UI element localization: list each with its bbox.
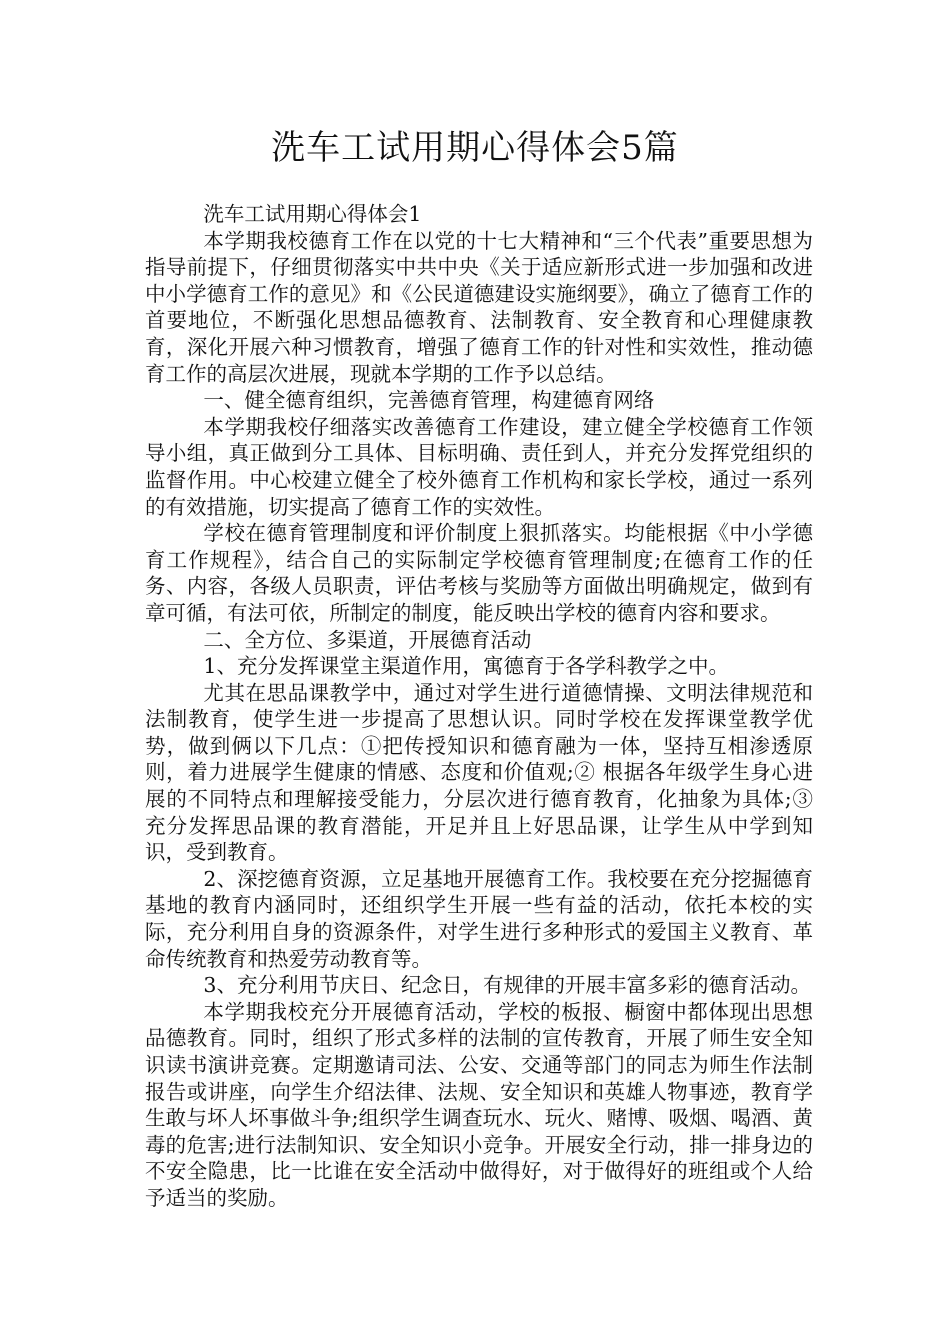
section-title: 洗车工试用期心得体会1 bbox=[203, 202, 422, 226]
paragraph-activities: 本学期我校充分开展德育活动，学校的板报、橱窗中都体现出思想品德教育。同时，组织了形式多样的法制的宣传教育，开展了师生安全知识读书演讲竞赛。定期邀请司法、公安、交通等部门的同志为师生作法制报告或讲座，向学生介绍法律、法规、安全知识和英雄人物事迹，教育学生敢与坏人坏事做斗争;组织学生调查玩水、玩火、赌博、吸烟、喝酒、黄毒的危害;进行法制知识、安全知识小竞争。开展安全行动，排一排身边的不安全隐患，比一比谁在安全活动中做得好，对于做得好的班组或个人给予适当的奖励。 bbox=[145, 999, 813, 1210]
paragraph-festivals: 3、充分利用节庆日、纪念日，有规律的开展丰富多彩的德育活动。 bbox=[203, 973, 811, 998]
paragraph-organization: 本学期我校仔细落实改善德育工作建设，建立健全学校德育工作领导小组，真正做到分工具体、目标明确、责任到人，并充分发挥党组织的监督作用。中心校建立健全了校外德育工作机构和家长学校，通过一系列的有效措施，切实提高了德育工作的实效性。 bbox=[145, 414, 813, 519]
paragraph-management: 学校在德育管理制度和评价制度上狠抓落实。均能根据《中小学德育工作规程》，结合自己的实际制定学校德育管理制度;在德育工作的任务、内容，各级人员职责，评估考核与奖励等方面做出明确规定，做到有章可循，有法可依，所制定的制度，能反映出学校的德育内容和要求。 bbox=[145, 521, 813, 625]
paragraph-classroom: 尤其在思品课教学中，通过对学生进行道德情操、文明法律规范和法制教育，使学生进一步提高了思想认识。同时学校在发挥课堂教学优势，做到俩以下几点：①把传授知识和德育融为一体，坚持互相渗透原则，着力进展学生健康的情感、态度和价值观;② 根据各年级学生身心进展的不同特点和理解接受能力，分层次进行德育教育，化抽象为具体;③ 充分发挥思品课的教育潜能，开足并且上好思品课，让学生从中学到知识，受到教育。 bbox=[145, 680, 813, 865]
paragraph-resources: 2、深挖德育资源，立足基地开展德育工作。我校要在充分挖掘德育基地的教育内涵同时，还组织学生开展一些有益的活动，依托本校的实际，充分利用自身的资源条件，对学生进行多种形式的爱国主义教育、革命传统教育和热爱劳动教育等。 bbox=[145, 866, 813, 971]
paragraph-intro: 本学期我校德育工作在以党的十七大精神和“三个代表”重要思想为指导前提下，仔细贯彻落实中共中央《关于适应新形式进一步加强和改进中小学德育工作的意见》和《公民道德建设实施纲要》，确立了德育工作的首要地位，不断强化思想品德教育、法制教育、安全教育和心理健康教育，深化开展六种习惯教育，增强了德育工作的针对性和实效性，推动德育工作的高层次进展，现就本学期的工作予以总结。 bbox=[145, 228, 813, 386]
heading-part-one: 一、健全德育组织，完善德育管理，构建德育网络 bbox=[203, 388, 655, 413]
document-title: 洗车工试用期心得体会5篇 bbox=[271, 128, 679, 168]
document-body bbox=[145, 201, 813, 1212]
subheading-one: 1、充分发挥课堂主渠道作用，寓德育于各学科教学之中。 bbox=[203, 654, 729, 679]
heading-part-two: 二、全方位、多渠道，开展德育活动 bbox=[203, 627, 532, 652]
